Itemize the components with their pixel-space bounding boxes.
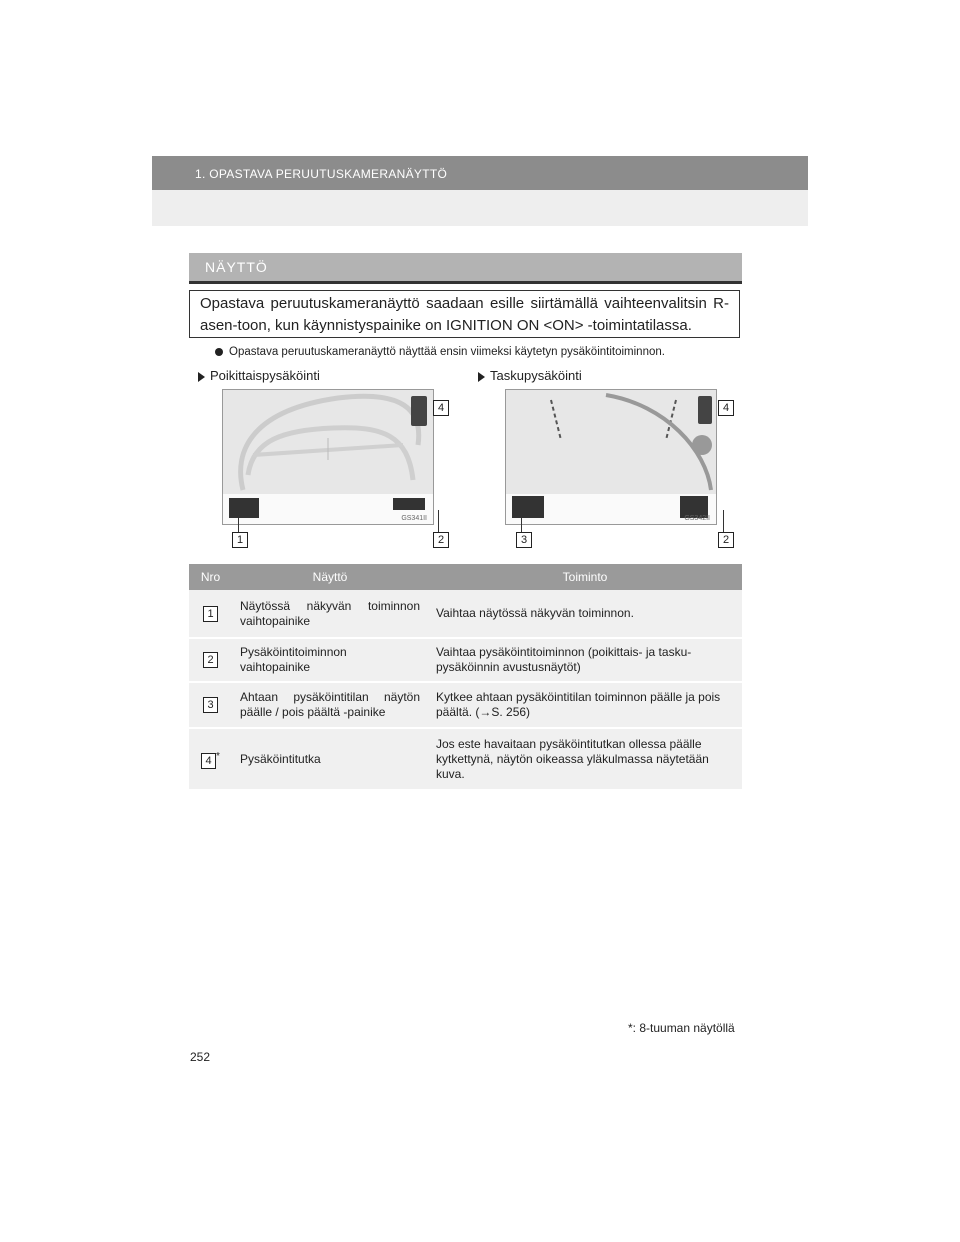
figure-code: GS342II [684,515,710,522]
figure-label-text: Poikittaispysäköinti [210,368,320,383]
narrow-parking-button[interactable] [512,496,544,518]
display-switch-button[interactable] [229,498,259,518]
leader-line [238,510,239,532]
row-function: Kytkee ahtaan pysäköintitilan toiminnon päälle ja pois päältä. (→S. 256) [428,682,742,728]
asterisk-mark: * [216,751,220,762]
bullet-dot-icon [215,348,223,356]
col-function: Toiminto [428,564,742,590]
figure-label-1 [198,368,320,383]
row-display: Pysäköintitoiminnon vaihtopainike [232,638,428,682]
table-row [189,590,742,638]
callout-2: 2 [718,532,734,548]
number-badge: 3 [203,697,218,713]
table-header-row [189,564,742,590]
chapter-title: 1. OPASTAVA PERUUTUSKAMERANÄYTTÖ [195,167,448,181]
triangle-right-icon [478,372,485,382]
row-display: Ahtaan pysäköintitilan näytön päälle / pois päältä -painike [232,682,428,728]
section-heading [189,253,742,284]
bullet-note [215,346,665,358]
function-table [189,564,742,791]
row-function: Vaihtaa pysäköintitoiminnon (poikittais- ja tasku-pysäköinnin avustusnäytöt) [428,638,742,682]
footnote: *: 8-tuuman näytöllä [628,1021,735,1035]
row-function: Jos este havaitaan pysäköintitutkan ollessa päälle kytkettynä, näytön oikeassa yläkulmassa näytetään kuva. [428,728,742,790]
number-badge: 2 [203,652,218,668]
callout-1: 1 [232,532,248,548]
number-badge: 4 [201,753,216,769]
camera-screen-parallel [505,389,717,525]
figure-code: GS341II [401,515,427,522]
number-badge: 1 [203,606,218,622]
callout-2: 2 [433,532,449,548]
table-row [189,638,742,682]
parking-mode-button[interactable] [393,498,425,510]
callout-4: 4 [433,400,449,416]
callout-4: 4 [718,400,734,416]
chapter-header [152,156,808,226]
table-row [189,728,742,790]
figure-label-text: Taskupysäköinti [490,368,582,383]
row-display: Näytössä näkyvän toiminnon vaihtopainike [232,590,428,638]
triangle-right-icon [198,372,205,382]
section-title: NÄYTTÖ [205,259,268,275]
camera-screen-perpendicular [222,389,434,525]
figure-label-2 [478,368,582,383]
leader-line [723,510,724,532]
bullet-text: Opastava peruutuskameranäyttö näyttää ensin viimeksi käytetyn pysäköintitoiminnon. [229,346,665,358]
col-display: Näyttö [232,564,428,590]
row-function: Vaihtaa näytössä näkyvän toiminnon. [428,590,742,638]
leader-line [521,510,522,532]
intro-box: Opastava peruutuskameranäyttö saadaan esille siirtämällä vaihteenvalitsin R-asen-toon, kun käynnistyspainike on IGNITION ON <ON> -toimintatilassa. [189,290,740,338]
table-row [189,682,742,728]
page-number: 252 [190,1050,211,1064]
leader-line [438,510,439,532]
col-nro: Nro [189,564,232,590]
callout-3: 3 [516,532,532,548]
chapter-header-bar [152,156,808,190]
row-display: Pysäköintitutka [232,728,428,790]
